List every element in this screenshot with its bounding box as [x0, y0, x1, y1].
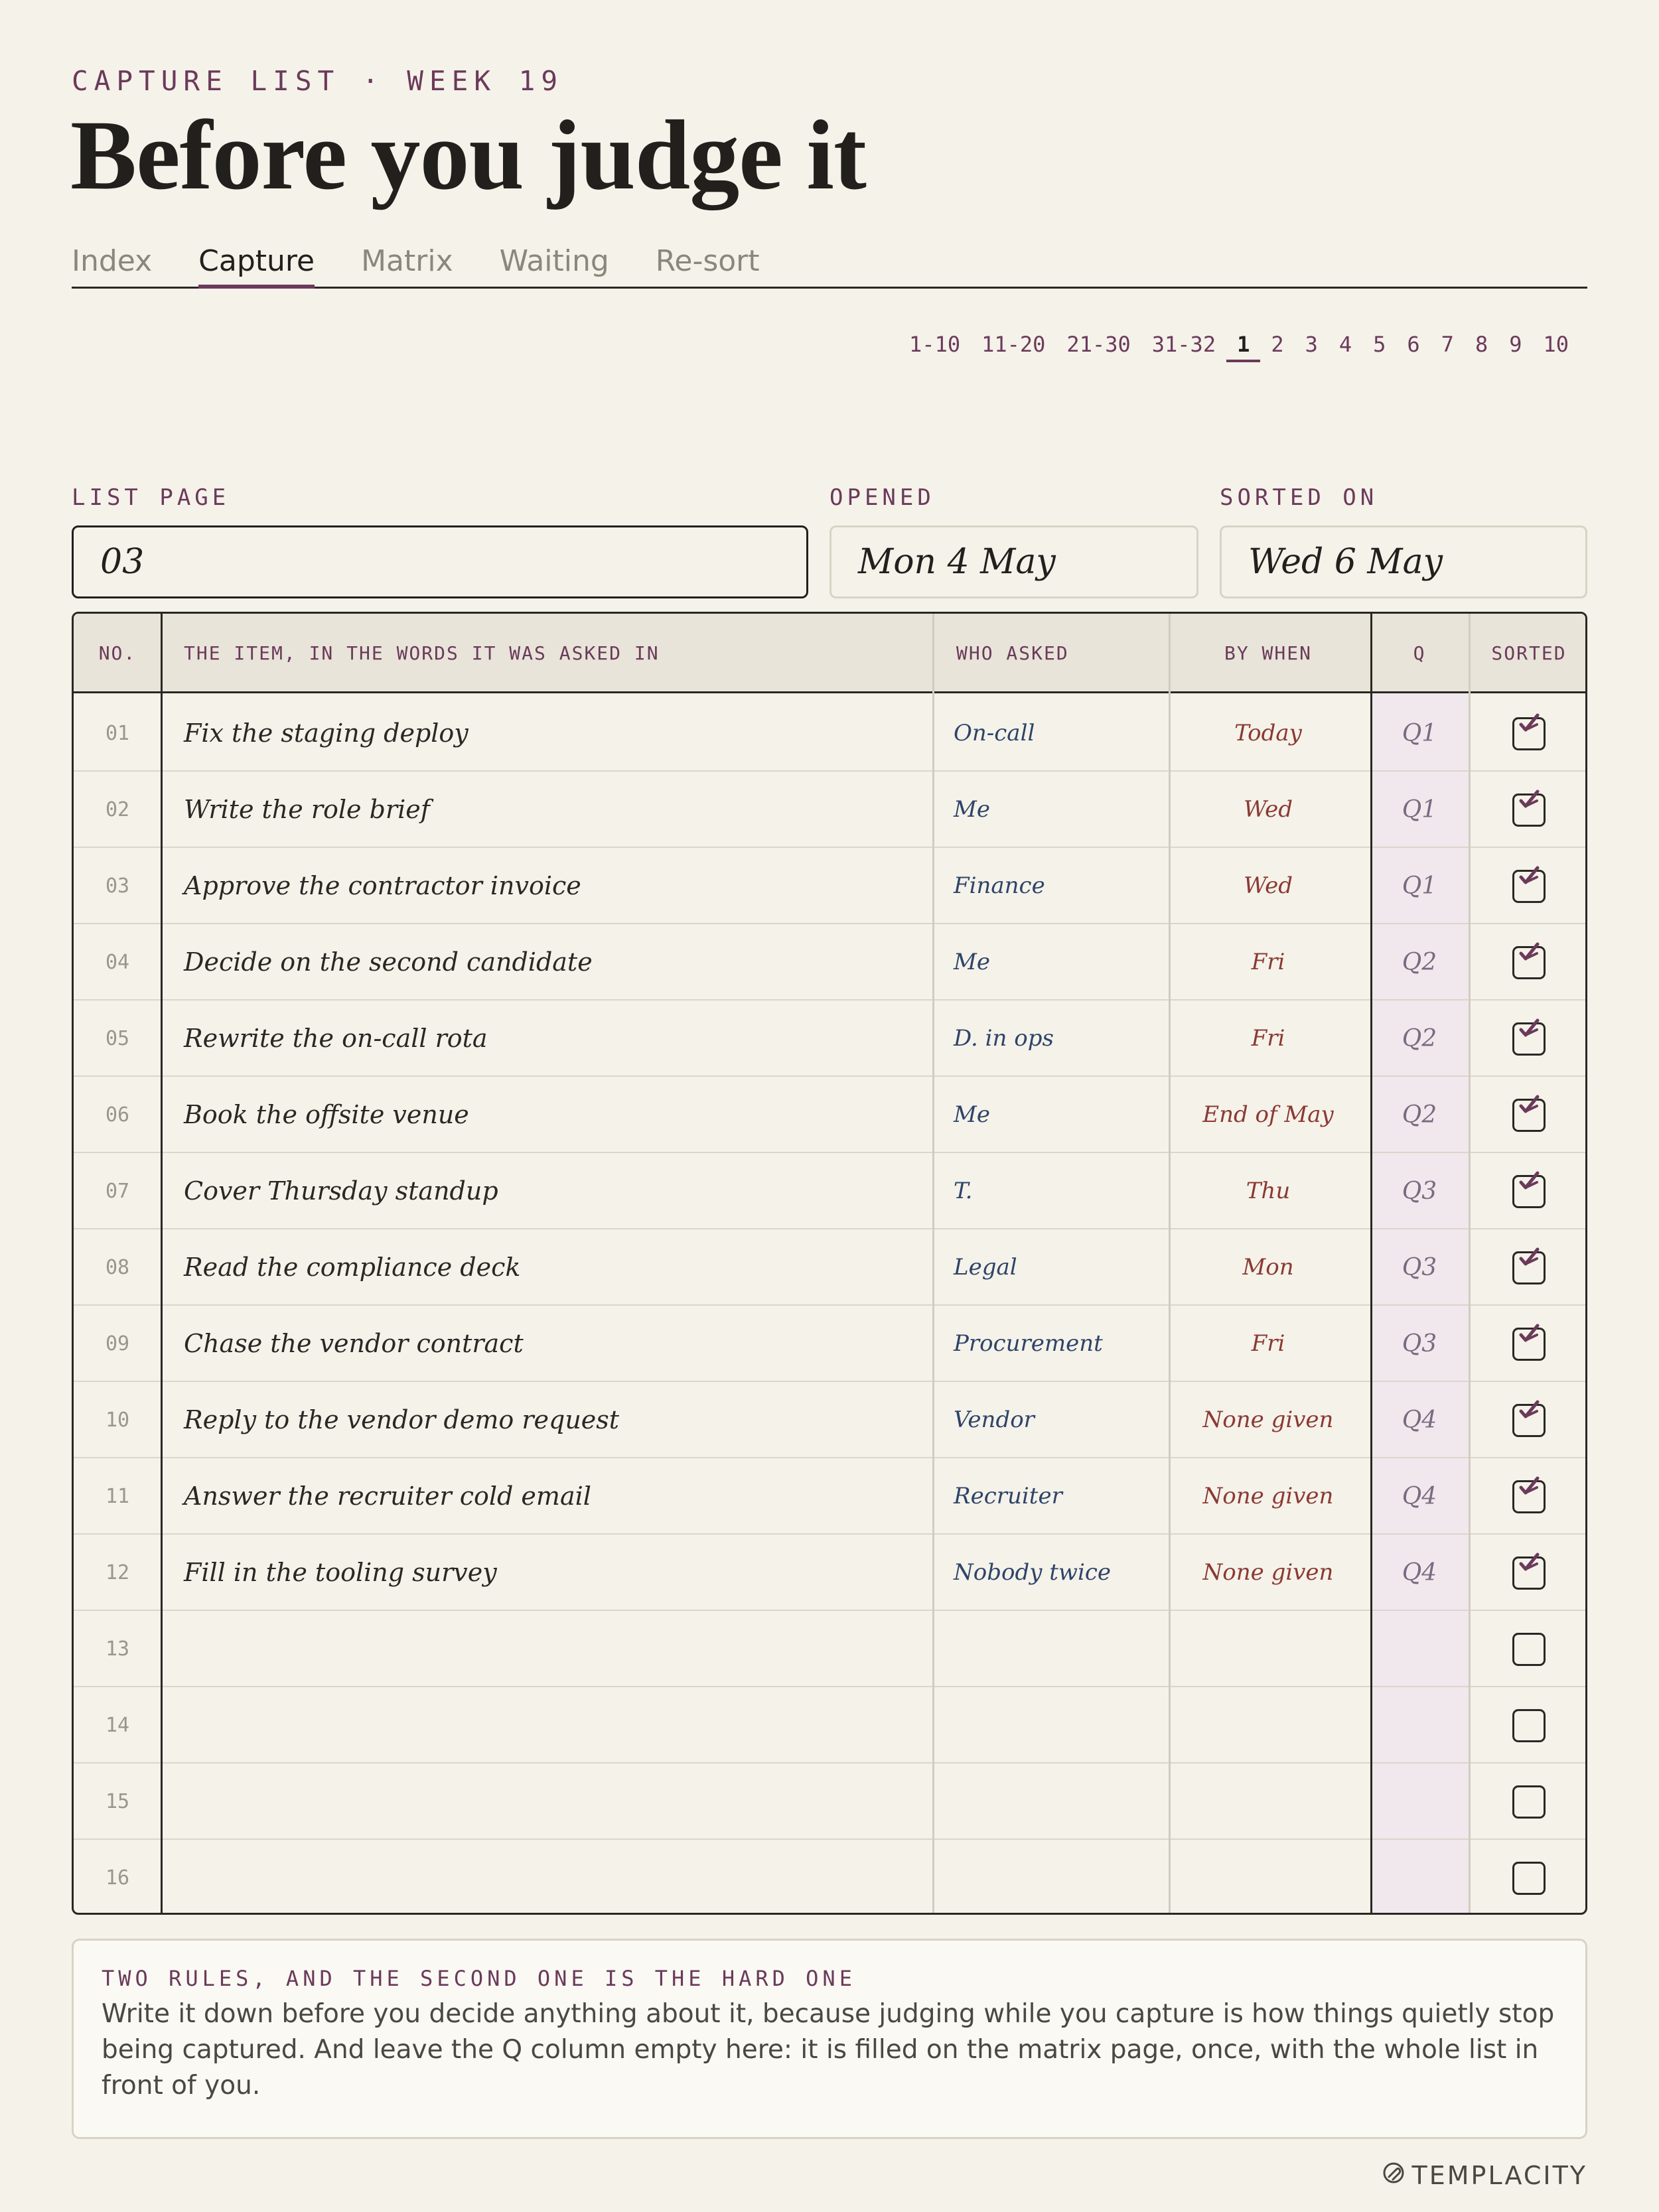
- tab-capture[interactable]: Capture: [198, 242, 315, 289]
- q-cell[interactable]: Q2: [1402, 949, 1437, 976]
- opened-label: OPENED: [830, 484, 935, 511]
- q-cell[interactable]: Q1: [1402, 720, 1437, 747]
- by-when-cell[interactable]: [1169, 1763, 1368, 1840]
- q-cell[interactable]: Q1: [1402, 796, 1437, 823]
- page-link[interactable]: 7: [1441, 332, 1454, 357]
- sorted-checkbox[interactable]: [1512, 1099, 1546, 1132]
- sorted-checkbox[interactable]: [1512, 1633, 1546, 1666]
- note-title: TWO RULES, AND THE SECOND ONE IS THE HARD ONE: [102, 1966, 856, 1991]
- page-link[interactable]: 31-32: [1151, 332, 1216, 357]
- table-row: [74, 1687, 1585, 1763]
- table-row: [74, 924, 1585, 1001]
- page-link[interactable]: 8: [1475, 332, 1488, 357]
- column-divider: [161, 614, 163, 1913]
- by-when-cell[interactable]: None given: [1202, 1483, 1334, 1509]
- header-no: NO.: [98, 642, 137, 664]
- page-link[interactable]: 21-30: [1066, 332, 1131, 357]
- row-number: 02: [105, 798, 130, 821]
- capture-table: [72, 612, 1587, 1915]
- item-cell[interactable]: Reply to the vendor demo request: [184, 1405, 620, 1434]
- by-when-cell[interactable]: Fri: [1251, 1025, 1285, 1052]
- item-cell[interactable]: Approve the contractor invoice: [184, 871, 581, 900]
- table-row: [74, 1229, 1585, 1306]
- sorted-checkbox[interactable]: [1512, 1022, 1546, 1056]
- who-asked-cell[interactable]: Me: [954, 949, 990, 975]
- row-number: 07: [105, 1180, 130, 1203]
- sorted-on-field[interactable]: Wed 6 May: [1220, 525, 1587, 598]
- q-cell[interactable]: Q2: [1402, 1101, 1437, 1129]
- who-asked-cell[interactable]: D. in ops: [954, 1025, 1054, 1052]
- check-icon: [1516, 848, 1542, 924]
- q-cell[interactable]: Q4: [1402, 1407, 1437, 1434]
- sorted-checkbox[interactable]: [1512, 1328, 1546, 1361]
- sorted-checkbox[interactable]: [1512, 717, 1546, 750]
- q-cell[interactable]: Q3: [1402, 1254, 1437, 1281]
- list-page-label: LIST PAGE: [72, 484, 230, 511]
- who-asked-cell[interactable]: Me: [954, 796, 990, 823]
- page-link[interactable]: 6: [1407, 332, 1420, 357]
- who-asked-cell[interactable]: Vendor: [954, 1407, 1035, 1433]
- item-cell[interactable]: Decide on the second candidate: [184, 947, 593, 977]
- q-cell[interactable]: Q3: [1402, 1330, 1437, 1357]
- check-icon: [1516, 1077, 1542, 1153]
- tab-index[interactable]: Index: [72, 244, 153, 278]
- page-link[interactable]: 5: [1373, 332, 1386, 357]
- table-row: [74, 848, 1585, 924]
- tab-bar: [72, 242, 1587, 289]
- check-icon: [1516, 924, 1542, 1001]
- check-icon: [1516, 1306, 1542, 1382]
- q-cell[interactable]: Q3: [1402, 1178, 1437, 1205]
- table-row: [74, 1458, 1585, 1535]
- sorted-checkbox[interactable]: [1512, 1556, 1546, 1590]
- q-cell[interactable]: Q4: [1402, 1559, 1437, 1586]
- table-row: [74, 1382, 1585, 1458]
- table-row: [74, 1763, 1585, 1840]
- item-cell[interactable]: Write the role brief: [184, 795, 430, 824]
- by-when-cell[interactable]: Wed: [1243, 796, 1293, 823]
- sorted-checkbox[interactable]: [1512, 1175, 1546, 1208]
- by-when-cell[interactable]: None given: [1202, 1407, 1334, 1433]
- item-cell[interactable]: Book the offsite venue: [184, 1100, 469, 1129]
- page-link[interactable]: 3: [1305, 332, 1318, 357]
- item-cell[interactable]: Cover Thursday standup: [184, 1176, 498, 1206]
- by-when-cell[interactable]: Wed: [1243, 872, 1293, 899]
- header-when: BY WHEN: [1224, 642, 1312, 664]
- sorted-checkbox[interactable]: [1512, 1785, 1546, 1819]
- item-cell[interactable]: Read the compliance deck: [184, 1253, 521, 1282]
- check-icon: [1516, 1382, 1542, 1458]
- note-body: Write it down before you decide anything about it, because judging while you capture is how things quietly stop being captured. And leave the Q column empty here: it is filled on the matrix page, once, with the whole list in front of you.: [102, 1999, 1555, 2101]
- page-link[interactable]: 2: [1271, 332, 1284, 357]
- table-row: [74, 1840, 1585, 1915]
- column-divider: [1370, 614, 1372, 1913]
- sorted-checkbox[interactable]: [1512, 1404, 1546, 1437]
- table-row: [74, 1077, 1585, 1153]
- row-number: 09: [105, 1332, 130, 1355]
- page-link[interactable]: 1: [1226, 329, 1260, 362]
- row-number: 01: [105, 722, 130, 745]
- by-when-cell[interactable]: Today: [1234, 720, 1302, 746]
- who-asked-cell[interactable]: Legal: [954, 1254, 1017, 1280]
- sorted-checkbox[interactable]: [1512, 1480, 1546, 1513]
- row-number: 14: [105, 1714, 130, 1737]
- table-row: [74, 695, 1585, 772]
- tab-matrix[interactable]: Matrix: [361, 244, 453, 278]
- brand-logo: [1382, 2159, 1587, 2192]
- table-row: [74, 1306, 1585, 1382]
- q-cell[interactable]: [1370, 1687, 1469, 1763]
- row-number: 04: [105, 951, 130, 974]
- who-asked-cell[interactable]: T.: [954, 1178, 973, 1204]
- check-icon: [1516, 772, 1542, 848]
- check-icon: [1516, 1535, 1542, 1611]
- row-number: 12: [105, 1561, 130, 1584]
- page-title: Before you judge it: [70, 100, 866, 210]
- pagination: [899, 329, 1579, 362]
- row-number: 05: [105, 1027, 130, 1050]
- row-number: 15: [105, 1790, 130, 1813]
- item-cell[interactable]: Answer the recruiter cold email: [184, 1482, 591, 1511]
- sorted-checkbox[interactable]: [1512, 1251, 1546, 1284]
- column-divider: [932, 614, 934, 1913]
- row-number: 08: [105, 1256, 130, 1279]
- q-cell[interactable]: Q2: [1402, 1025, 1437, 1052]
- by-when-cell[interactable]: [1169, 1611, 1368, 1687]
- sorted-checkbox[interactable]: [1512, 1862, 1546, 1895]
- brand-name: TEMPLACITY: [1411, 2161, 1587, 2190]
- sorted-checkbox[interactable]: [1512, 946, 1546, 979]
- q-cell[interactable]: [1370, 1763, 1469, 1840]
- item-cell[interactable]: Chase the vendor contract: [184, 1329, 524, 1358]
- eyebrow: CAPTURE LIST · WEEK 19: [72, 65, 564, 97]
- table-row: [74, 1611, 1585, 1687]
- row-number: 06: [105, 1103, 130, 1127]
- q-cell[interactable]: Q4: [1402, 1483, 1437, 1510]
- rules-note: [72, 1939, 1587, 2139]
- check-icon: [1516, 1229, 1542, 1306]
- page-link[interactable]: 11-20: [981, 332, 1046, 357]
- column-divider: [1469, 614, 1471, 1913]
- header-who: WHO ASKED: [956, 642, 1069, 664]
- table-row: [74, 1535, 1585, 1611]
- sorted-on-label: SORTED ON: [1220, 484, 1378, 511]
- who-asked-cell[interactable]: On-call: [954, 720, 1035, 746]
- row-number: 13: [105, 1637, 130, 1661]
- who-asked-cell[interactable]: Procurement: [954, 1330, 1103, 1357]
- row-number: 16: [105, 1866, 130, 1890]
- q-cell[interactable]: Q1: [1402, 872, 1437, 900]
- table-row: [74, 772, 1585, 848]
- by-when-cell[interactable]: End of May: [1202, 1101, 1334, 1128]
- page-link[interactable]: 4: [1338, 332, 1352, 357]
- who-asked-cell[interactable]: Finance: [954, 872, 1045, 899]
- row-number: 11: [105, 1485, 130, 1508]
- opened-field[interactable]: Mon 4 May: [830, 525, 1198, 598]
- by-when-cell[interactable]: Fri: [1251, 949, 1285, 975]
- page-link[interactable]: 10: [1543, 332, 1569, 357]
- page-link[interactable]: 9: [1509, 332, 1522, 357]
- item-cell[interactable]: Rewrite the on-call rota: [184, 1024, 488, 1053]
- item-cell[interactable]: Fill in the tooling survey: [184, 1558, 497, 1587]
- header-q: Q: [1413, 642, 1426, 664]
- q-cell[interactable]: [1370, 1840, 1469, 1915]
- who-asked-cell[interactable]: Nobody twice: [954, 1559, 1112, 1586]
- row-number: 10: [105, 1409, 130, 1432]
- by-when-cell[interactable]: [1169, 1687, 1368, 1763]
- item-cell[interactable]: Fix the staging deploy: [184, 719, 469, 748]
- table-row: [74, 1001, 1585, 1077]
- paperclip-icon: [1382, 2161, 1406, 2191]
- who-asked-cell[interactable]: Recruiter: [954, 1483, 1062, 1509]
- table-row: [74, 1153, 1585, 1229]
- header-item: THE ITEM, IN THE WORDS IT WAS ASKED IN: [184, 642, 660, 664]
- column-divider: [1169, 614, 1171, 1913]
- by-when-cell[interactable]: Mon: [1242, 1254, 1294, 1280]
- sorted-checkbox[interactable]: [1512, 794, 1546, 827]
- who-asked-cell[interactable]: Me: [954, 1101, 990, 1128]
- sorted-checkbox[interactable]: [1512, 1709, 1546, 1742]
- by-when-cell[interactable]: [1169, 1840, 1368, 1915]
- check-icon: [1516, 695, 1542, 772]
- by-when-cell[interactable]: Thu: [1246, 1178, 1291, 1204]
- check-icon: [1516, 1001, 1542, 1077]
- header-sorted: SORTED: [1491, 642, 1567, 664]
- tab-re-sort[interactable]: Re-sort: [655, 244, 760, 278]
- q-cell[interactable]: [1370, 1611, 1469, 1687]
- sorted-checkbox[interactable]: [1512, 870, 1546, 903]
- page-link[interactable]: 1-10: [909, 332, 961, 357]
- by-when-cell[interactable]: Fri: [1251, 1330, 1285, 1357]
- table-header: [74, 614, 1585, 693]
- by-when-cell[interactable]: None given: [1202, 1559, 1334, 1586]
- list-page-field[interactable]: 03: [72, 525, 808, 598]
- row-number: 03: [105, 874, 130, 898]
- tab-waiting[interactable]: Waiting: [499, 244, 609, 278]
- check-icon: [1516, 1153, 1542, 1229]
- check-icon: [1516, 1458, 1542, 1535]
